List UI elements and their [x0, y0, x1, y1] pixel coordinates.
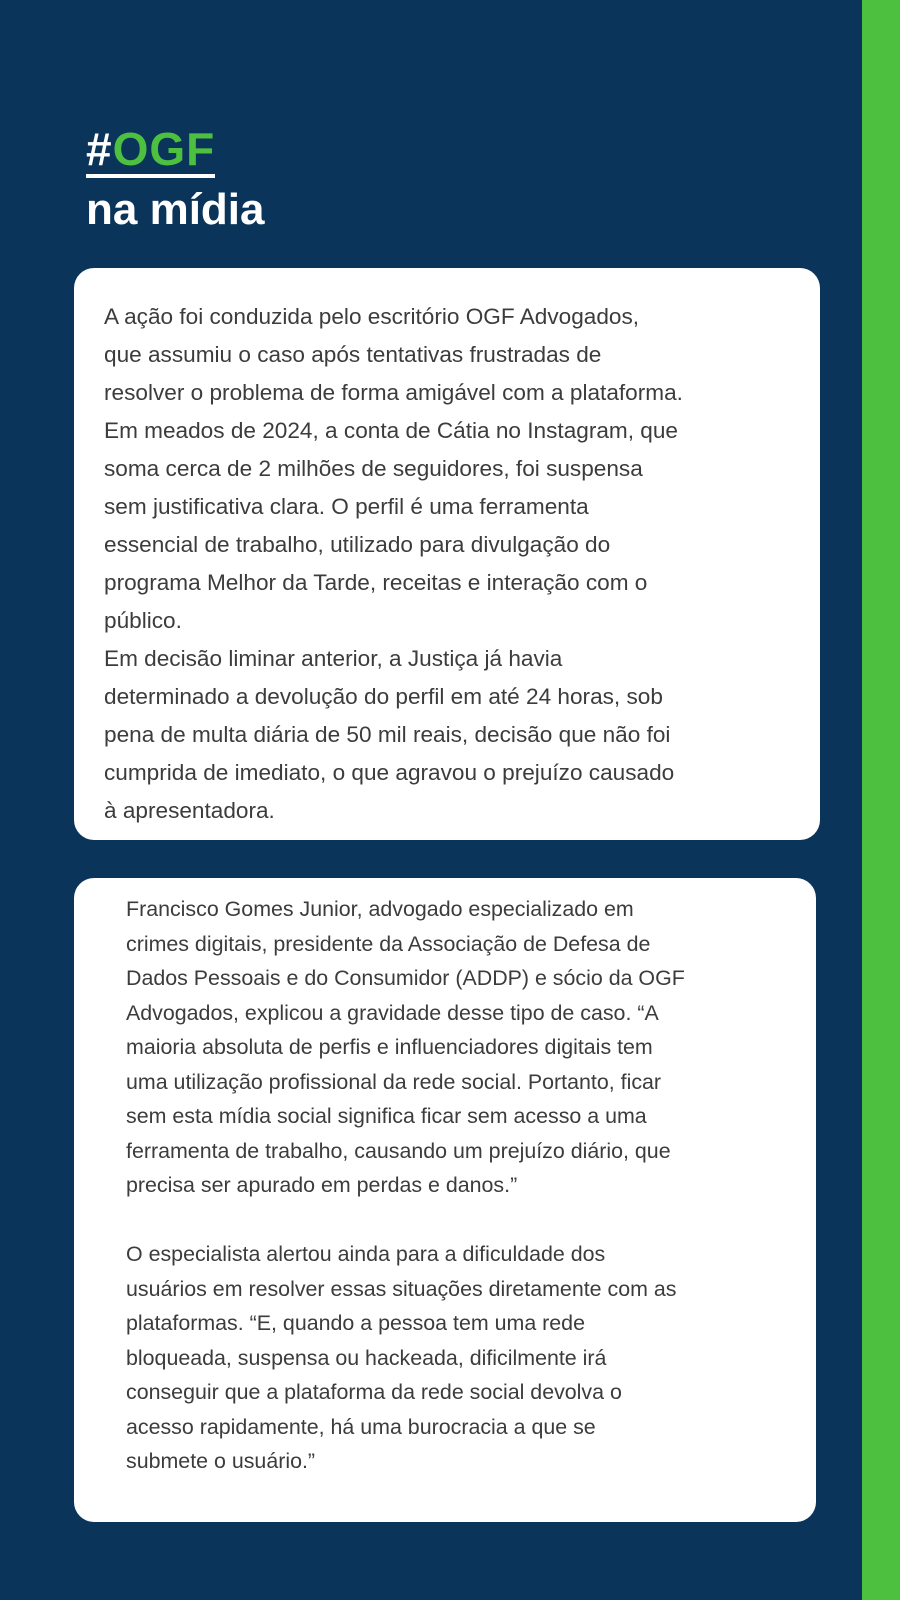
brand-name: OGF [112, 123, 216, 175]
hashtag-symbol: # [86, 123, 113, 175]
article-card-2 [74, 878, 816, 1522]
hashtag-title [86, 123, 216, 178]
article-paragraph: A ação foi conduzida pelo escritório OGF Advogados, que assumiu o caso após tentativas frustradas de resolver o problema de forma amigável com a plataforma. Em meados de 2024, a conta de Cátia no Instagram, que soma cerca de 2 milhões de seguidores, foi suspensa sem justificativa clara. O perfil é uma ferramenta essencial de trabalho, utilizado para divulgação do programa Melhor da Tarde, receitas e interação com o público. Em decisão liminar anterior, a Justiça já havia determinado a devolução do perfil em até 24 horas, sob pena de multa diária de 50 mil reais, decisão que não foi cumprida de imediato, o que agravou o prejuízo causado à apresentadora. [104, 304, 683, 823]
article-card-1 [74, 268, 820, 840]
header [86, 123, 265, 234]
green-side-stripe [862, 0, 900, 1600]
quote-paragraph: Francisco Gomes Junior, advogado especializado em crimes digitais, presidente da Associação de Defesa de Dados Pessoais e do Consumidor (ADDP) e sócio da OGF Advogados, explicou a gravidade desse tipo de caso. “A maioria absoluta de perfis e influenciadores digitais tem uma utilização profissional da rede social. Portanto, ficar sem esta mídia social significa ficar sem acesso a uma ferramenta de trabalho, causando um prejuízo diário, que precisa ser apurado em perdas e danos.” [126, 897, 685, 1197]
page-subtitle: na mídia [86, 185, 265, 234]
quote-paragraph: O especialista alertou ainda para a dificuldade dos usuários em resolver essas situações diretamente com as plataformas. “E, quando a pessoa tem uma rede bloqueada, suspensa ou hackeada, dificilmente irá conseguir que a plataforma da rede social devolva o acesso rapidamente, há uma burocracia a que se submete o usuário.” [126, 1242, 677, 1473]
